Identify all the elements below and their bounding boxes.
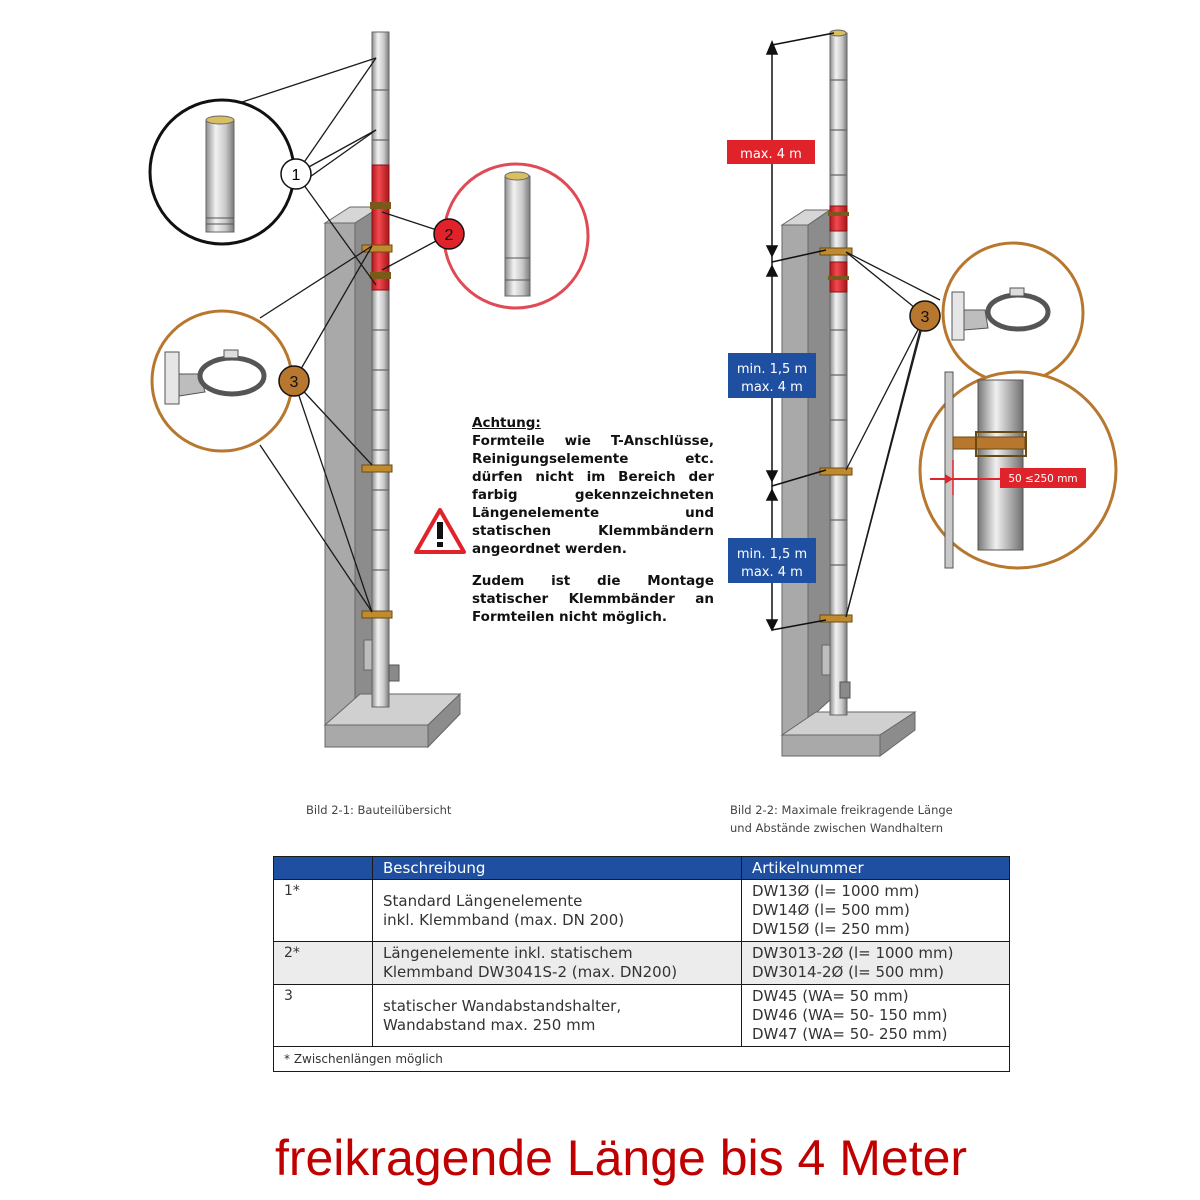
detail-circle-standard-element — [150, 100, 294, 244]
table-footnote: * Zwischenlängen möglich — [274, 1047, 1010, 1072]
label-segment-2-line1: min. 1,5 m — [736, 547, 808, 562]
label-free-length-text: max. 4 m — [740, 147, 802, 162]
parts-table — [273, 856, 1010, 1072]
article-number: DW3013-2Ø (l= 1000 mm) — [752, 944, 954, 962]
badge-3-left-label: 3 — [289, 374, 299, 391]
badge-2 — [434, 219, 464, 249]
article-number: DW45 (WA= 50 mm) — [752, 987, 909, 1005]
label-segment-1 — [728, 353, 816, 398]
row-description — [373, 880, 742, 942]
badge-1 — [281, 159, 311, 189]
warning-paragraph-2: Zudem ist die Montage statischer Klemmbänder an Formteilen nicht möglich. — [472, 573, 714, 625]
article-number: DW13Ø (l= 1000 mm) — [752, 882, 920, 900]
caption-figure-1: Bild 2-1: Bauteilübersicht — [306, 803, 452, 817]
detail-circle-wall-bracket-right — [943, 243, 1083, 383]
label-segment-2-line2: max. 4 m — [741, 565, 803, 580]
table-row — [274, 985, 1010, 1047]
warning-paragraph-1: Formteile wie T-Anschlüsse, Reinigungselemente etc. dürfen nicht im Bereich der farbig gekennzeichneten Längenelemente und statischen Klemmbändern angeordnet werden. — [472, 433, 714, 557]
figure-left — [150, 32, 588, 747]
detail-circle-static-element — [444, 164, 588, 308]
row-articles — [742, 880, 1010, 942]
row-articles — [742, 985, 1010, 1047]
header-description: Beschreibung — [373, 857, 742, 880]
row-articles — [742, 942, 1010, 985]
table-header-row — [274, 857, 1010, 880]
row-number: 2* — [274, 942, 373, 985]
badge-1-label: 1 — [291, 167, 301, 184]
label-free-length — [727, 140, 815, 164]
badge-3-right — [910, 301, 940, 331]
row-number: 3 — [274, 985, 373, 1047]
label-wall-distance — [1000, 468, 1086, 488]
article-number: DW3014-2Ø (l= 500 mm) — [752, 963, 944, 981]
description-line: inkl. Klemmband (max. DN 200) — [383, 910, 625, 929]
tagline: freikragende Länge bis 4 Meter — [274, 1130, 968, 1186]
badge-2-label: 2 — [444, 227, 454, 244]
badge-3-right-label: 3 — [920, 309, 930, 326]
caption-figure-2-line-1: Bild 2-2: Maximale freikragende Länge — [730, 803, 953, 817]
table-row — [274, 880, 1010, 942]
description-line: Längenelemente inkl. statischem — [383, 944, 633, 962]
article-number: DW14Ø (l= 500 mm) — [752, 901, 910, 919]
row-number: 1* — [274, 880, 373, 942]
description-line: statischer Wandabstandshalter, — [383, 996, 622, 1015]
label-segment-2 — [728, 538, 816, 583]
label-segment-1-line2: max. 4 m — [741, 380, 803, 395]
warning-heading: Achtung: — [472, 415, 541, 431]
article-number: DW15Ø (l= 250 mm) — [752, 920, 910, 938]
detail-circle-wall-bracket-left — [152, 311, 292, 451]
row-description — [373, 985, 742, 1047]
row-description — [373, 942, 742, 985]
table-footnote-row — [274, 1047, 1010, 1072]
figure-right — [727, 30, 1116, 756]
warning-notice — [472, 414, 714, 626]
label-wall-distance-text: 50 ≤250 mm — [1008, 473, 1078, 485]
description-line: Standard Längenelemente — [383, 891, 583, 910]
header-number — [274, 857, 373, 880]
caption-figure-2 — [730, 801, 953, 837]
header-article-number: Artikelnummer — [742, 857, 1010, 880]
article-number: DW47 (WA= 50- 250 mm) — [752, 1025, 948, 1043]
table-row — [274, 942, 1010, 985]
label-segment-1-line1: min. 1,5 m — [736, 362, 808, 377]
article-number: DW46 (WA= 50- 150 mm) — [752, 1006, 948, 1024]
warning-triangle-icon — [416, 510, 464, 552]
caption-figure-2-line-2: und Abstände zwischen Wandhaltern — [730, 821, 944, 835]
description-line: Wandabstand max. 250 mm — [383, 1015, 596, 1034]
description-line: Klemmband DW3041S-2 (max. DN200) — [383, 963, 678, 981]
badge-3-left — [279, 366, 309, 396]
